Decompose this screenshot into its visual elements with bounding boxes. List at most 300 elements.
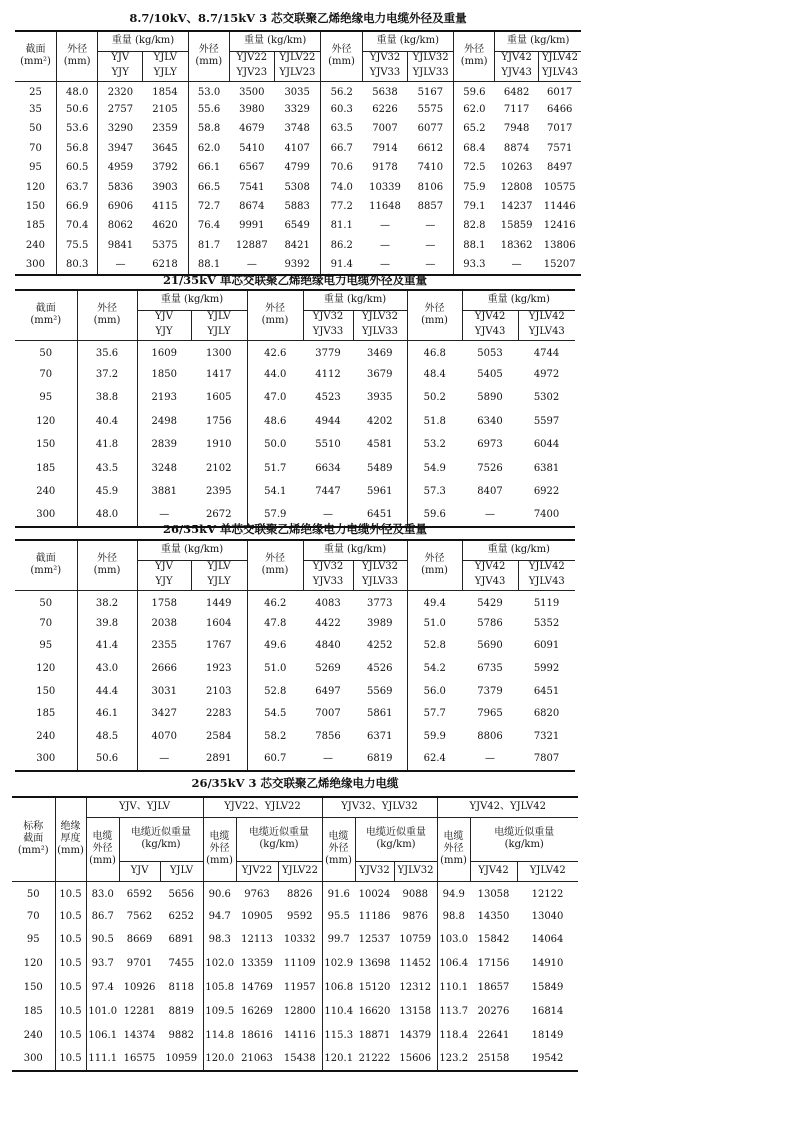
table-cell: 49.4: [407, 590, 462, 613]
table-cell: 51.0: [407, 613, 462, 636]
table-cell: 58.2: [247, 726, 303, 749]
table-cell: 10.5: [55, 1048, 86, 1072]
table-cell: 50: [39, 347, 53, 359]
table-cell: 185: [25, 220, 46, 232]
table-cell: 6381: [533, 462, 560, 474]
table-cell: 86.2: [321, 236, 362, 255]
table-cell: 4944: [315, 415, 341, 427]
table-row: [15, 410, 575, 433]
table-cell: 2584: [206, 730, 232, 742]
table-cell: 19542: [531, 1052, 564, 1064]
table-cell: 5053: [477, 347, 503, 359]
table-cell: —: [98, 256, 143, 275]
table-cell: 5405: [477, 369, 503, 381]
header-model: YJLV43: [538, 65, 581, 81]
table-cell: 6077: [417, 123, 444, 135]
table-row: [15, 159, 581, 178]
table-cell: 1300: [206, 347, 232, 359]
header-model: YJV33: [362, 65, 408, 81]
table-cell: 2355: [137, 635, 191, 658]
table-cell: 51.0: [247, 658, 303, 681]
table-cell: —: [323, 752, 334, 764]
header-weight: 电缆近似重量 (kg/km): [119, 817, 203, 861]
table-cell: —: [137, 504, 191, 527]
table-cell: 10.5: [55, 952, 86, 976]
table-cell: 10959: [165, 1052, 198, 1064]
table-cell: 66.7: [321, 139, 362, 158]
table-cell: 79.1: [453, 197, 494, 216]
table-cell: 6891: [168, 934, 194, 946]
header-model: YJV22: [230, 51, 275, 65]
table-cell: 54.2: [407, 658, 462, 681]
table-row: [15, 100, 581, 119]
table-cell: 6226: [372, 104, 398, 116]
table-cell: 185: [23, 1005, 43, 1017]
table-cell: 94.7: [203, 905, 236, 929]
header-weight: 电缆近似重量 (kg/km): [355, 817, 437, 861]
table-cell: 7379: [477, 685, 503, 697]
header-weight: 重量 (kg/km): [230, 31, 321, 51]
table-cell: 35.6: [77, 340, 137, 363]
table-cell: 5861: [367, 708, 393, 720]
table-cell: 110.1: [437, 976, 470, 1000]
table-cell: 72.7: [188, 197, 229, 216]
header-weight: 重量 (kg/km): [137, 540, 247, 560]
table-cell: 8106: [417, 181, 444, 193]
table-cell: 8497: [546, 162, 573, 174]
header-group: YJV、YJLV: [86, 797, 203, 817]
table-row: [15, 178, 581, 197]
table-cell: 62.0: [453, 100, 494, 119]
table-cell: 63.7: [56, 178, 97, 197]
header-od: 电缆 外径 (mm): [86, 817, 119, 881]
table-cell: 6451: [367, 508, 393, 520]
table-cell: 6735: [477, 663, 503, 675]
table-cell: 12113: [241, 934, 273, 946]
table-cell: 54.5: [247, 703, 303, 726]
table-row: [15, 613, 575, 636]
table-cell: 38.2: [77, 590, 137, 613]
table-cell: 15606: [399, 1052, 432, 1064]
table-cell: 48.0: [77, 504, 137, 527]
table-cell: 6466: [546, 104, 573, 116]
table-row: [15, 217, 581, 236]
table-cell: 97.4: [86, 976, 119, 1000]
table-cell: 25158: [477, 1052, 510, 1064]
table-cell: 98.8: [437, 905, 470, 929]
table-row: [12, 1024, 578, 1048]
table-cell: 5119: [533, 597, 560, 609]
table-cell: 120.1: [322, 1048, 355, 1072]
table-row: [15, 480, 575, 503]
table-cell: 15859: [500, 220, 533, 232]
table-cell: 2105: [152, 104, 178, 116]
table-cell: 51.8: [407, 410, 462, 433]
header-weight: 重量 (kg/km): [137, 290, 247, 310]
table-cell: 4679: [239, 123, 265, 135]
table-cell: —: [485, 752, 496, 764]
table-cell: 47.8: [247, 613, 303, 636]
table4-title: 26/35kV 3 芯交联聚乙烯绝缘电力电缆: [191, 776, 399, 790]
header-model: YJLV: [191, 310, 247, 324]
table-cell: 5167: [417, 86, 444, 98]
header-model: YJLV: [142, 51, 188, 65]
table-cell: 3500: [239, 86, 265, 98]
header-model: YJV: [137, 310, 191, 324]
header-model: YJLV32: [408, 51, 454, 65]
header-group: YJV42、YJLV42: [437, 797, 578, 817]
table-cell: 5992: [533, 663, 560, 675]
header-model: YJLV32: [394, 861, 437, 881]
table-cell: 7447: [315, 486, 341, 498]
table-cell: 10024: [358, 889, 391, 901]
table-cell: 55.6: [188, 100, 229, 119]
header-model: YJV43: [462, 324, 518, 340]
header-model: YJV23: [230, 65, 275, 81]
header-model: YJV42: [470, 861, 517, 881]
header-section: 截面 (mm²): [15, 290, 77, 340]
table-cell: 39.8: [77, 613, 137, 636]
table-cell: 2395: [206, 486, 232, 498]
table-cell: —: [425, 258, 436, 270]
header-od: 外径 (mm): [321, 31, 362, 81]
table-cell: 300: [36, 752, 56, 764]
table-cell: 3773: [367, 597, 393, 609]
table-cell: 185: [36, 462, 56, 474]
table-cell: 2666: [137, 658, 191, 681]
table-cell: 42.6: [247, 340, 303, 363]
table-cell: 120: [23, 958, 43, 970]
table-cell: 13058: [477, 889, 510, 901]
header-model: YJLV33: [353, 574, 407, 590]
table-cell: 106.4: [437, 952, 470, 976]
table-cell: 4107: [284, 142, 310, 154]
table-cell: 3679: [367, 369, 393, 381]
table-row: [12, 929, 578, 953]
table-cell: 10.5: [55, 929, 86, 953]
table-cell: 111.1: [86, 1048, 119, 1072]
table-cell: 6549: [284, 220, 310, 232]
table-cell: —: [425, 239, 436, 251]
table-cell: 13040: [531, 910, 564, 922]
header-weight: 重量 (kg/km): [362, 31, 453, 51]
table-cell: —: [380, 220, 390, 232]
table-cell: 9991: [239, 220, 265, 232]
table-row: [15, 387, 575, 410]
header-od: 外径 (mm): [407, 540, 462, 590]
table-cell: 6973: [477, 439, 503, 451]
table-cell: 4422: [315, 617, 341, 629]
table-cell: 18871: [358, 1029, 391, 1041]
header-model: YJV43: [495, 65, 539, 81]
table-cell: —: [323, 508, 334, 520]
table-cell: 98.3: [203, 929, 236, 953]
header-model: YJY: [98, 65, 143, 81]
header-model: YJV: [137, 560, 191, 574]
table-cell: 3427: [137, 703, 191, 726]
table-cell: 13806: [543, 239, 576, 251]
table-cell: 8806: [477, 730, 503, 742]
header-model: YJV32: [303, 560, 353, 574]
header-group: YJV22、YJLV22: [203, 797, 322, 817]
table-cell: 95: [26, 934, 40, 946]
table-cell: 56.2: [321, 81, 362, 100]
table-cell: 7117: [503, 104, 530, 116]
table-cell: 101.0: [86, 1000, 119, 1024]
table-cell: 105.8: [203, 976, 236, 1000]
table-cell: 16269: [241, 1005, 273, 1017]
table-cell: 4581: [367, 439, 393, 451]
table-cell: 7914: [372, 142, 398, 154]
table-cell: 74.0: [321, 178, 362, 197]
table-cell: 7526: [477, 462, 503, 474]
table-cell: 70: [26, 910, 40, 922]
header-model: YJLV32: [353, 560, 407, 574]
table-cell: 7410: [417, 162, 444, 174]
table-cell: 15842: [477, 934, 510, 946]
table-cell: 10263: [500, 162, 533, 174]
table-cell: 10.5: [55, 881, 86, 905]
table-cell: 2320: [98, 81, 143, 100]
table-cell: 57.3: [407, 480, 462, 503]
header-od: 电缆 外径 (mm): [437, 817, 470, 881]
table-cell: 15438: [283, 1052, 316, 1064]
table-cell: 1767: [206, 640, 232, 652]
table-cell: 6218: [152, 258, 178, 270]
table-cell: 240: [36, 730, 56, 742]
table-cell: 1910: [206, 439, 232, 451]
table-cell: 12800: [283, 1005, 316, 1017]
table-cell: 7807: [533, 752, 560, 764]
table-cell: 8826: [287, 889, 313, 901]
table-cell: 70: [29, 142, 42, 154]
table-cell: 3031: [137, 680, 191, 703]
table-cell: 110.4: [322, 1000, 355, 1024]
table-cell: 7541: [239, 181, 265, 193]
table-cell: 40.4: [77, 410, 137, 433]
table-cell: 115.3: [322, 1024, 355, 1048]
table-cell: 10759: [399, 934, 432, 946]
header-od: 外径 (mm): [453, 31, 494, 81]
header-model: YJLV: [191, 560, 247, 574]
table-cell: 15120: [358, 982, 391, 994]
table-row: [15, 590, 575, 613]
table-cell: 6252: [168, 910, 194, 922]
table-cell: 7400: [533, 508, 560, 520]
table-cell: 10.5: [55, 976, 86, 1000]
table-cell: 53.6: [56, 120, 97, 139]
table-row: [15, 635, 575, 658]
table-cell: 11452: [399, 958, 432, 970]
table-cell: 41.8: [77, 434, 137, 457]
header-model: YJV42: [462, 560, 518, 574]
table-cell: 14910: [531, 958, 564, 970]
header-model: YJLV: [160, 861, 203, 881]
table-cell: 41.4: [77, 635, 137, 658]
header-model: YJV: [98, 51, 143, 65]
header-model: YJY: [137, 574, 191, 590]
header-weight: 重量 (kg/km): [303, 290, 407, 310]
table-cell: —: [246, 258, 257, 270]
table-cell: 8857: [417, 201, 444, 213]
table-cell: 13698: [358, 958, 391, 970]
table-cell: 50.6: [56, 100, 97, 119]
header-model: YJLV22: [278, 861, 322, 881]
table-cell: 1609: [137, 340, 191, 363]
table-row: [15, 363, 575, 386]
table-cell: 6451: [533, 685, 560, 697]
table-cell: 5786: [477, 617, 503, 629]
table-cell: 46.2: [247, 590, 303, 613]
table-cell: 2891: [206, 752, 232, 764]
table-cell: 16575: [123, 1052, 156, 1064]
table-cell: —: [425, 220, 436, 232]
header-group: YJV32、YJLV32: [322, 797, 437, 817]
table-cell: 5690: [477, 640, 503, 652]
table-cell: 75.9: [453, 178, 494, 197]
header-model: YJLV43: [518, 574, 575, 590]
table-cell: 10339: [369, 181, 401, 193]
header-model: YJY: [137, 324, 191, 340]
table-cell: 4070: [137, 726, 191, 749]
header-model: YJV43: [462, 574, 518, 590]
table-cell: 18362: [500, 239, 533, 251]
header-weight: 重量 (kg/km): [462, 540, 575, 560]
table-cell: 72.5: [453, 159, 494, 178]
table-cell: 60.3: [321, 100, 362, 119]
header-model: YJLV42: [538, 51, 581, 65]
table-cell: 2757: [98, 100, 143, 119]
table-cell: 300: [25, 258, 46, 270]
table-row: [15, 748, 575, 771]
table-row: [15, 81, 581, 100]
table-cell: 2038: [137, 613, 191, 636]
table-cell: 3989: [367, 617, 393, 629]
table-cell: 118.4: [437, 1024, 470, 1048]
table-cell: 7321: [533, 730, 560, 742]
header-model: YJV22: [236, 861, 278, 881]
table-cell: 4972: [533, 369, 560, 381]
table-cell: 14350: [477, 910, 510, 922]
table-cell: 300: [36, 508, 56, 520]
table-row: [12, 905, 578, 929]
table-cell: 10905: [241, 910, 273, 922]
table-cell: 63.5: [321, 120, 362, 139]
table-cell: 3748: [284, 123, 310, 135]
table-cell: 54.9: [407, 457, 462, 480]
header-section: 截面 (mm²): [15, 540, 77, 590]
table-cell: 82.8: [453, 217, 494, 236]
table-row: [15, 197, 581, 216]
table-cell: 8062: [98, 217, 143, 236]
table-cell: 12887: [235, 239, 268, 251]
table-cell: 9592: [287, 910, 313, 922]
table-cell: 5569: [367, 685, 393, 697]
header-model: YJV32: [355, 861, 394, 881]
table-cell: 5489: [367, 462, 393, 474]
table4: [12, 796, 578, 1072]
table-cell: 8819: [168, 1005, 194, 1017]
table-cell: 150: [36, 685, 56, 697]
header-od: 外径 (mm): [56, 31, 97, 81]
table-cell: 45.9: [77, 480, 137, 503]
table-cell: 6922: [533, 486, 560, 498]
table-cell: 8118: [168, 982, 194, 994]
table-cell: 14379: [399, 1029, 432, 1041]
table-cell: —: [511, 258, 522, 270]
table-row: [12, 881, 578, 905]
table-cell: 150: [36, 439, 56, 451]
table-cell: 5429: [477, 597, 503, 609]
table-cell: 56.0: [407, 680, 462, 703]
header-model: YJV33: [303, 574, 353, 590]
table-cell: 48.0: [56, 81, 97, 100]
table-cell: 13158: [399, 1005, 432, 1017]
table-row: [15, 139, 581, 158]
table-cell: 102.0: [203, 952, 236, 976]
table-cell: 9876: [402, 910, 428, 922]
table-cell: 5375: [152, 239, 178, 251]
table-cell: 4252: [367, 640, 393, 652]
table-row: [12, 1000, 578, 1024]
table-cell: 6820: [533, 708, 560, 720]
header-model: YJLV32: [353, 310, 407, 324]
header-model: YJLV42: [518, 310, 575, 324]
table-cell: 18657: [477, 982, 510, 994]
table-cell: 62.4: [407, 748, 462, 771]
table-cell: 6044: [533, 439, 560, 451]
table-cell: 106.1: [86, 1024, 119, 1048]
header-model: YJLY: [191, 574, 247, 590]
header-model: YJLV33: [353, 324, 407, 340]
table-row: [15, 457, 575, 480]
table-cell: 14064: [531, 934, 564, 946]
header-model: YJLV23: [274, 65, 321, 81]
table-cell: 5597: [533, 415, 560, 427]
table-cell: 5883: [284, 201, 310, 213]
table-row: [15, 340, 575, 363]
header-weight: 重量 (kg/km): [98, 31, 188, 51]
table-cell: 43.0: [77, 658, 137, 681]
table-cell: 95: [39, 392, 53, 404]
header-od: 电缆 外径 (mm): [203, 817, 236, 881]
table-cell: 113.7: [437, 1000, 470, 1024]
table2: [15, 289, 575, 528]
table-cell: 1854: [152, 86, 178, 98]
table-cell: 9841: [98, 236, 143, 255]
table-cell: 91.4: [321, 256, 362, 275]
table-cell: 8421: [284, 239, 310, 251]
table-cell: 1604: [206, 617, 232, 629]
table-cell: 9763: [244, 889, 270, 901]
table-cell: 90.5: [86, 929, 119, 953]
table-cell: 5656: [168, 889, 194, 901]
table-cell: 99.7: [322, 929, 355, 953]
table-cell: 7007: [315, 708, 341, 720]
table-cell: 7571: [546, 142, 573, 154]
table-cell: 80.3: [56, 256, 97, 275]
table-cell: 240: [23, 1029, 43, 1041]
table-cell: 9882: [168, 1029, 194, 1041]
table-cell: 106.8: [322, 976, 355, 1000]
table-cell: 1850: [137, 363, 191, 386]
table-cell: 300: [23, 1052, 43, 1064]
header-model: YJLV42: [518, 560, 575, 574]
table-cell: 95: [29, 162, 42, 174]
table-cell: 3645: [152, 142, 178, 154]
header-model: YJLY: [142, 65, 188, 81]
table-cell: 65.2: [453, 120, 494, 139]
